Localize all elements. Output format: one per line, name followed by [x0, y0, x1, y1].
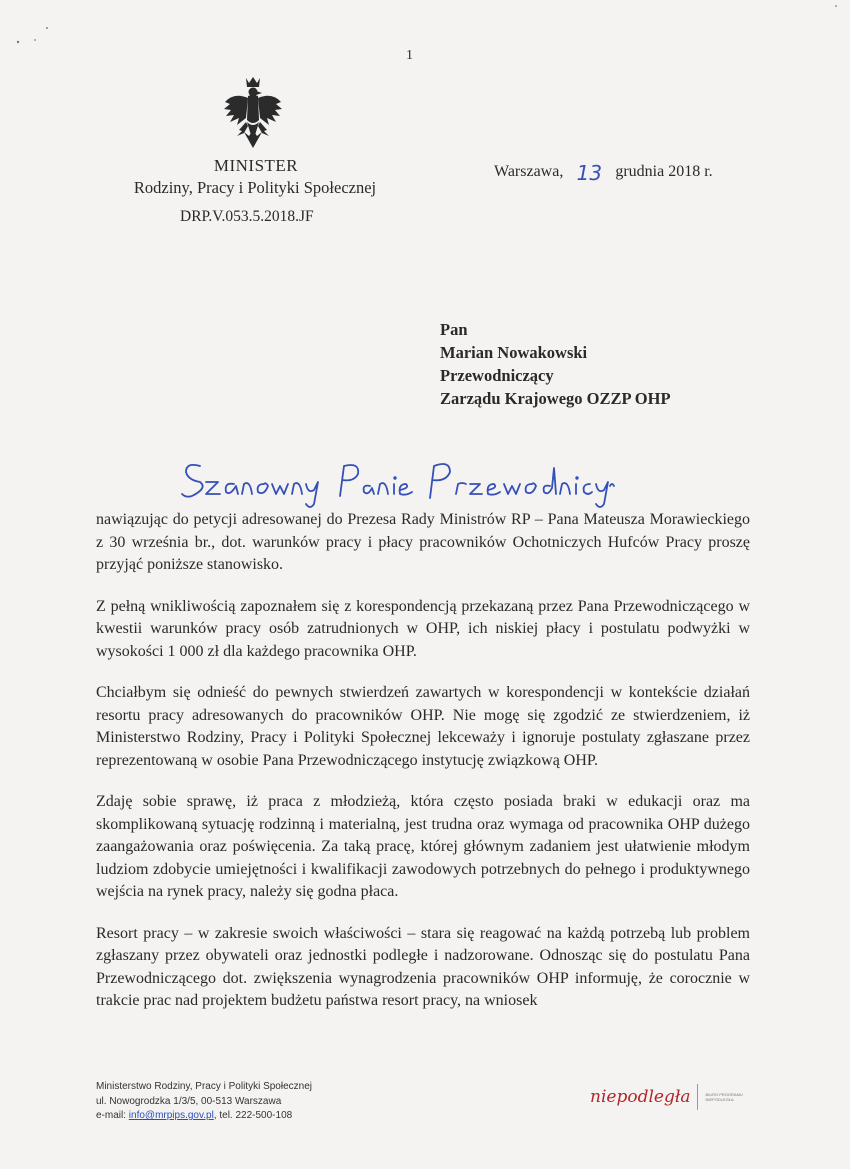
footer-contact [96, 1080, 312, 1124]
recipient-line: Pan [440, 320, 468, 339]
handwritten-day: 13 [576, 161, 603, 185]
niepodlegla-logo [590, 1084, 757, 1110]
email-label: e-mail: [96, 1110, 129, 1121]
body-paragraph: Chciałbym się odnieść do pewnych stwierdzeń zawartych w korespondencji w kontekście działań resortu pracy adresowanych do pracowników OHP. Nie mogę się zgodzić ze stwierdzeniem, iż Ministerstwo Rodziny, Pracy i Polityki Społecznej lekceważy i ignoruje postulaty zgłaszane przez reprezentowaną w osobie Pana Przewodniczącego instytucję związkową OHP. [96, 684, 750, 769]
body-paragraph: Resort pracy – w zakresie swoich właściwości – stara się reagować na każdą potrzebą lub problem zgłaszany przez obywateli oraz jednostki podległe i nadzorowane. Odnosząc się do postulatu Pana Przewodniczącego dot. zwiększenia wynagrodzenia pracowników OHP informuję, że corocznie w trakcie prac nad projektem budżetu państwa resort pracy, na wniosek [96, 924, 750, 1009]
logo-small-text: BIURO PROGRAMU NIEPODLEGŁA [705, 1092, 743, 1102]
body-paragraph: Z pełną wnikliwością zapoznałem się z korespondencją przekazaną przez Pana Przewodniczącego w kwestii warunków pracy osób zatrudnionych w OHP, ich niskiej płacy i postulatu podwyżki w wysokości 1 000 zł dla każdego pracownika OHP. [96, 597, 750, 660]
letter-body [96, 509, 750, 1032]
body-paragraph: nawiązując do petycji adresowanej do Prezesa Rady Ministrów RP – Pana Mateusza Morawieckiego z 30 września br., dot. warunków pracy i płacy pracowników Ochotniczych Hufców Pracy proszę przyjąć poniższe stanowisko. [96, 511, 750, 573]
recipient-name: Marian Nowakowski [440, 343, 588, 362]
footer-ministry: Ministerstwo Rodziny, Pracy i Polityki Społecznej [96, 1081, 313, 1092]
recipient-position: Przewodniczący [440, 366, 554, 385]
ministry-name: Rodziny, Pracy i Polityki Społecznej [133, 178, 377, 197]
logo-wordmark: niepodległa [590, 1087, 691, 1107]
logo-divider [697, 1084, 698, 1110]
recipient-organization: Zarządu Krajowego OZZP OHP [440, 389, 671, 408]
reference-number: DRP.V.053.5.2018.JF [180, 208, 314, 225]
handwritten-salutation [178, 452, 618, 512]
eagle-emblem-icon [222, 76, 284, 150]
footer-contact-line [96, 1109, 312, 1124]
place-date [494, 157, 713, 185]
email-link[interactable]: info@mrpips.gov.pl [128, 1110, 214, 1121]
footer-address: ul. Nowogrodzka 1/3/5, 00-513 Warszawa [96, 1095, 282, 1107]
recipient-block [440, 318, 671, 410]
place: Warszawa, [494, 163, 564, 180]
scan-artifacts [0, 0, 850, 60]
body-paragraph: Zdaję sobie sprawę, iż praca z młodzieżą, która często posiada braki w edukacji oraz ma skomplikowaną sytuację rodzinną i materialną, jest trudna oraz wymaga od pracownika OHP dużego zaangażowania oraz poświęcenia. Za taką pracę, której głównym zadaniem jest ułatwienie młodym ludziom zdobycie umiejętności i kwalifikacji zawodowych potrzebnych do pełnego i produktywnego wejścia na rynek pracy, należy się godna płaca. [96, 793, 750, 900]
page-number: 1 [406, 48, 413, 63]
phone: , tel. 222-500-108 [213, 1110, 293, 1121]
month-year: grudnia 2018 r. [615, 163, 713, 180]
minister-title: MINISTER [213, 156, 299, 175]
